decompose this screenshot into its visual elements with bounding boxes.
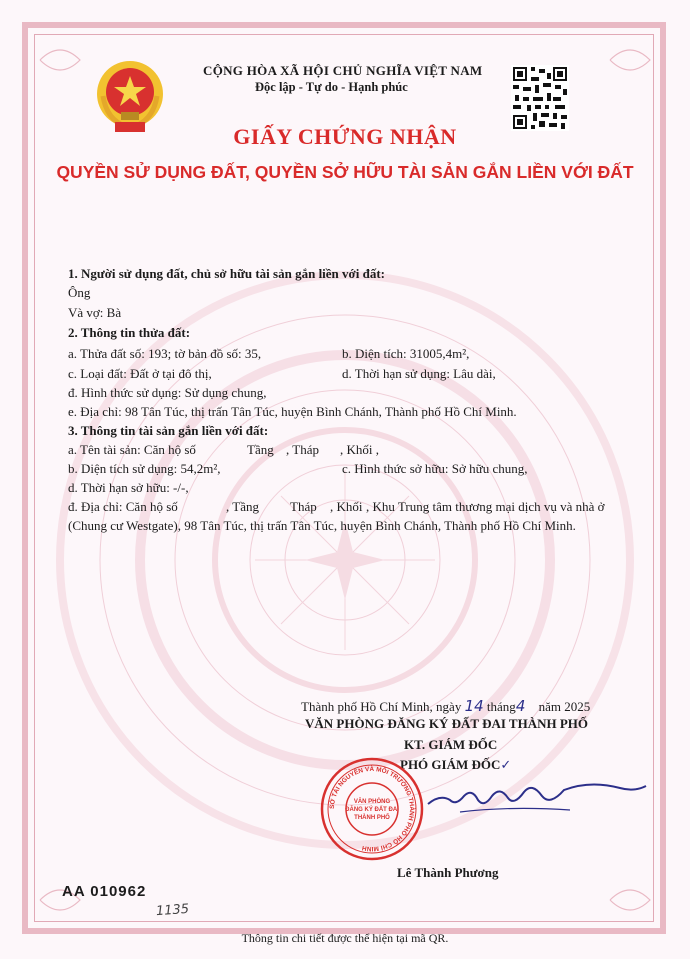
land-type: c. Loại đất: Đất ở tại đô thị, [68, 366, 212, 381]
asset-floor: Tầng [247, 442, 274, 457]
asset-address-tower: Tháp [290, 499, 317, 514]
parcel-number: a. Thửa đất số: 193; tờ bản đồ số: 35, [68, 346, 262, 361]
sign-day: 14 [464, 697, 484, 715]
place-date-line [301, 697, 590, 715]
certificate-subtitle: QUYỀN SỬ DỤNG ĐẤT, QUYỀN SỞ HỮU TÀI SẢN GẮN LIỀN VỚI ĐẤT [56, 162, 634, 182]
use-form: đ. Hình thức sử dụng: Sử dụng chung, [68, 385, 267, 400]
asset-address-rest: , Khu Trung tâm thương mại dịch vụ và nhà ở [366, 499, 605, 514]
signature-icon [420, 766, 650, 826]
ownership-term: d. Thời hạn sở hữu: -/-, [68, 480, 189, 495]
deputy-director-label: PHÓ GIÁM ĐỐC [400, 757, 501, 772]
spouse-line: Và vợ: Bà [68, 305, 122, 320]
svg-text:VĂN PHÒNG: VĂN PHÒNG [353, 799, 391, 805]
signer-name: Lê Thành Phương [397, 865, 499, 880]
issuing-office: VĂN PHÒNG ĐĂNG KÝ ĐẤT ĐAI THÀNH PHỐ [305, 716, 589, 731]
on-behalf-of-director: KT. GIÁM ĐỐC [404, 737, 498, 752]
national-motto: Độc lập - Tự do - Hạnh phúc [255, 80, 408, 94]
qr-code-icon[interactable] [511, 65, 569, 131]
land-term: d. Thời hạn sử dụng: Lâu dài, [342, 366, 496, 381]
asset-address-line2: (Chung cư Westgate), 98 Tân Túc, thị trấn Tân Túc, huyện Bình Chánh, Thành phố Hồ Chí Minh. [68, 518, 576, 533]
asset-block: , Khối , [340, 442, 379, 457]
footer-qr-note: Thông tin chi tiết được thể hiện tại mã QR. [241, 931, 449, 945]
month-label: tháng [486, 699, 516, 714]
section2-heading: 2. Thông tin thửa đất: [68, 325, 191, 340]
asset-name: a. Tên tài sản: Căn hộ số [68, 442, 196, 457]
country-name: CỘNG HÒA XÃ HỘI CHỦ NGHĨA VIỆT NAM [203, 63, 483, 78]
asset-tower: , Tháp [286, 442, 319, 457]
year-label: năm 2025 [538, 699, 591, 714]
svg-text:THÀNH PHỐ: THÀNH PHỐ [354, 815, 390, 821]
serial-number: AA 010962 [62, 883, 147, 900]
section3-heading: 3. Thông tin tài sản gắn liền với đất: [68, 423, 269, 438]
ownership-form: c. Hình thức sở hữu: Sở hữu chung, [342, 461, 528, 476]
section1-heading: 1. Người sử dụng đất, chủ sở hữu tài sản gắn liền với đất: [68, 266, 385, 281]
sign-month: 4 [515, 697, 526, 715]
asset-address-apt: đ. Địa chỉ: Căn hộ số [68, 499, 178, 514]
certificate-title: GIẤY CHỨNG NHẬN [233, 124, 457, 149]
stamp-ring-text: SỞ TÀI NGUYÊN VÀ MÔI TRƯỜNG THÀNH PHỐ HỒ CHÍ MINH [328, 765, 416, 853]
parcel-address: e. Địa chỉ: 98 Tân Túc, thị trấn Tân Túc, huyện Bình Chánh, Thành phố Hồ Chí Minh. [68, 404, 517, 419]
parcel-area: b. Diện tích: 31005,4m², [342, 346, 470, 361]
check-mark-icon: ✓ [500, 758, 512, 773]
handwritten-note: 1135 [155, 901, 190, 920]
asset-address-floor: , Tầng [226, 499, 259, 514]
official-stamp-icon [318, 755, 426, 863]
owner-line: Ông [68, 285, 91, 300]
svg-text:ĐĂNG KÝ ĐẤT ĐAI: ĐĂNG KÝ ĐẤT ĐAI [345, 807, 399, 813]
place-date-prefix: Thành phố Hồ Chí Minh, ngày [301, 699, 462, 714]
asset-address-block: , Khối [330, 499, 363, 514]
asset-area: b. Diện tích sử dụng: 54,2m², [68, 461, 221, 476]
